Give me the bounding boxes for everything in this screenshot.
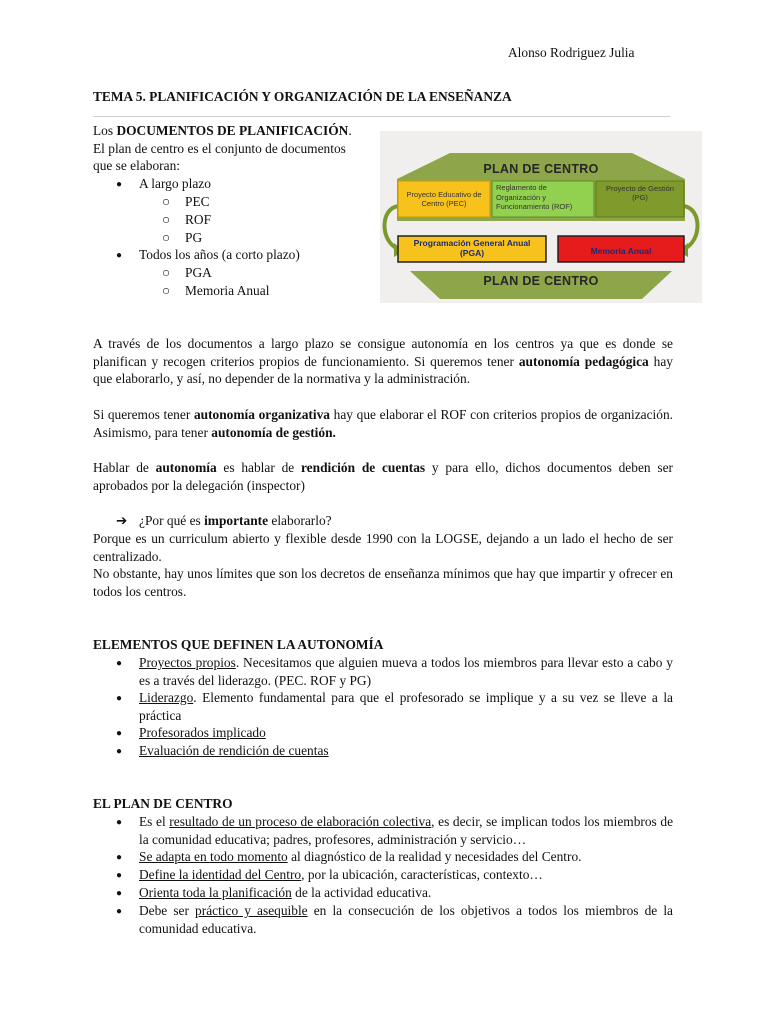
bullet: ● <box>116 728 123 739</box>
sub-bullet: ○ <box>162 194 171 209</box>
item-text: Debe ser <box>139 903 196 918</box>
long-term-label: A largo plazo <box>139 176 211 191</box>
question-text: elaborarlo? <box>268 513 332 528</box>
para-bold: autonomía <box>155 460 217 475</box>
page-title: TEMA 5. PLANIFICACIÓN Y ORGANIZACIÓN DE LA ENSEÑANZA <box>93 89 512 104</box>
intro-line-1 <box>93 122 352 140</box>
sub-item: PG <box>185 230 203 245</box>
sub-item: Memoria Anual <box>185 283 270 298</box>
item-text: . Elemento fundamental para que el profesorado se implique y a su vez se lleve a la práctica <box>139 690 673 723</box>
paragraph-autonomia-pedagogica <box>93 335 673 388</box>
paragraph-limites: No obstante, hay unos límites que son los decretos de enseñanza mínimos que hay que impartir y ofrecer en todos los centros. <box>93 566 673 599</box>
left-arrow <box>385 206 399 249</box>
intro-text: Los <box>93 123 117 138</box>
diagram-rof-label: Reglamento de Organización y Funcionamiento (ROF) <box>496 183 573 211</box>
bullet: ● <box>116 693 123 704</box>
short-term-label: Todos los años (a corto plazo) <box>139 247 300 262</box>
intro-text: . <box>348 123 352 138</box>
diagram-pg-label: Proyecto de Gestión (PG) <box>606 184 674 202</box>
para-bold: rendición de cuentas <box>300 460 426 475</box>
underlined-term: Liderazgo <box>139 690 194 705</box>
para-text: es hablar de <box>216 460 301 475</box>
right-arrow <box>684 206 698 249</box>
bullet: ● <box>116 906 123 917</box>
sub-bullet: ○ <box>162 212 171 227</box>
sub-item: PEC <box>185 194 210 209</box>
question-arrow: ➔ <box>116 513 128 528</box>
underlined-term: Define la identidad del Centro <box>139 867 302 882</box>
para-bold: autonomía pedagógica <box>518 353 649 369</box>
bullet: ● <box>116 870 123 881</box>
paragraph-autonomia-organizativa <box>93 406 673 441</box>
underlined-term: Se adapta en todo momento <box>139 849 288 864</box>
sub-bullet: ○ <box>162 265 171 280</box>
item-text: , es decir, se implican todos los miembros de la comunidad educativa; padres, profesores, administración y servicio… <box>139 814 674 847</box>
title-divider <box>93 116 670 117</box>
bullet: ● <box>116 250 123 261</box>
list-item <box>139 884 673 902</box>
sub-bullet: ○ <box>162 230 171 245</box>
para-text: A través de los documentos a largo plazo se consigue autonomía en los centros ya que es donde se planifican y recogen criterios propios de funcionamiento. Si queremos tener <box>93 336 673 369</box>
intro-line-2: El plan de centro es el conjunto de documentos <box>93 141 346 156</box>
sub-bullet: ○ <box>162 283 171 298</box>
para-text: Si queremos tener <box>93 407 194 422</box>
bullet: ● <box>116 746 123 757</box>
item-text: . Necesitamos que alguien mueva a todos los miembros para llevar esto a cabo y es a través del liderazgo. (PEC. ROF y PG) <box>139 655 673 688</box>
question-bold: importante <box>204 513 269 528</box>
sub-item: PGA <box>185 265 212 280</box>
underlined-term: práctico y asequible <box>195 903 308 918</box>
diagram-top-label: PLAN DE CENTRO <box>483 162 599 176</box>
item-text: , por la ubicación, características, contexto… <box>301 867 543 882</box>
question-text: ¿Por qué es <box>139 513 205 528</box>
list-item <box>139 848 673 866</box>
diagram-memoria-label: Memoria Anual <box>590 246 652 256</box>
underlined-term: resultado de un proceso de elaboración colectiva <box>169 814 432 829</box>
diagram-pec-label: Proyecto Educativo de Centro (PEC) <box>406 190 482 208</box>
list-item <box>139 813 673 848</box>
para-bold: autonomía de gestión. <box>211 424 336 440</box>
para-text: y para ello, dichos documentos deben ser aprobados por la delegación (inspector) <box>93 460 673 493</box>
para-text: hay que elaborarlo, y así, no depender de la normativa y la administración. <box>93 353 674 387</box>
item-text: al diagnóstico de la realidad y necesidades del Centro. <box>287 849 582 864</box>
list-item <box>139 654 673 689</box>
diagram-bottom-label: PLAN DE CENTRO <box>483 274 599 288</box>
section-heading-plan-centro: EL PLAN DE CENTRO <box>93 796 233 811</box>
list-item <box>139 866 673 884</box>
list-item <box>139 902 673 937</box>
plan-de-centro-diagram <box>380 131 702 303</box>
intro-line-3: que se elaboran: <box>93 158 180 173</box>
list-item <box>139 689 673 724</box>
item-text: en la consecución de los objetivos a todos los miembros de la comunidad educativa. <box>139 903 673 936</box>
list-item <box>139 742 673 760</box>
para-text: Hablar de <box>93 460 156 475</box>
bullet: ● <box>116 888 123 899</box>
diagram-pga-label: Programación General Anual (PGA) <box>413 238 531 258</box>
sub-item: ROF <box>185 212 212 227</box>
bullet: ● <box>116 852 123 863</box>
underlined-term: Evaluación de rendición de cuentas <box>139 743 329 758</box>
section-heading-autonomia: ELEMENTOS QUE DEFINEN LA AUTONOMÍA <box>93 637 384 652</box>
bullet: ● <box>116 817 123 828</box>
bullet: ● <box>116 179 123 190</box>
paragraph-curriculum: Porque es un curriculum abierto y flexible desde 1990 con la LOGSE, dejando a un lado el hecho de ser centralizado. <box>93 531 673 564</box>
paragraph-rendicion-cuentas <box>93 459 673 494</box>
item-text: de la actividad educativa. <box>291 885 432 900</box>
author-name: Alonso Rodriguez Julia <box>508 45 635 60</box>
list-item <box>139 724 673 742</box>
para-text: hay que elaborar el ROF con criterios propios de organización. Asimismo, para tener <box>93 407 674 440</box>
intro-bold: DOCUMENTOS DE PLANIFICACIÓN <box>116 123 349 138</box>
para-bold: autonomía organizativa <box>193 407 331 422</box>
underlined-term: Proyectos propios <box>139 655 236 670</box>
item-text: Es el <box>139 814 170 829</box>
underlined-term: Orienta toda la planificación <box>139 885 292 900</box>
question-line <box>139 512 332 530</box>
bullet: ● <box>116 658 123 669</box>
underlined-term: Profesorados implicado <box>139 725 266 740</box>
